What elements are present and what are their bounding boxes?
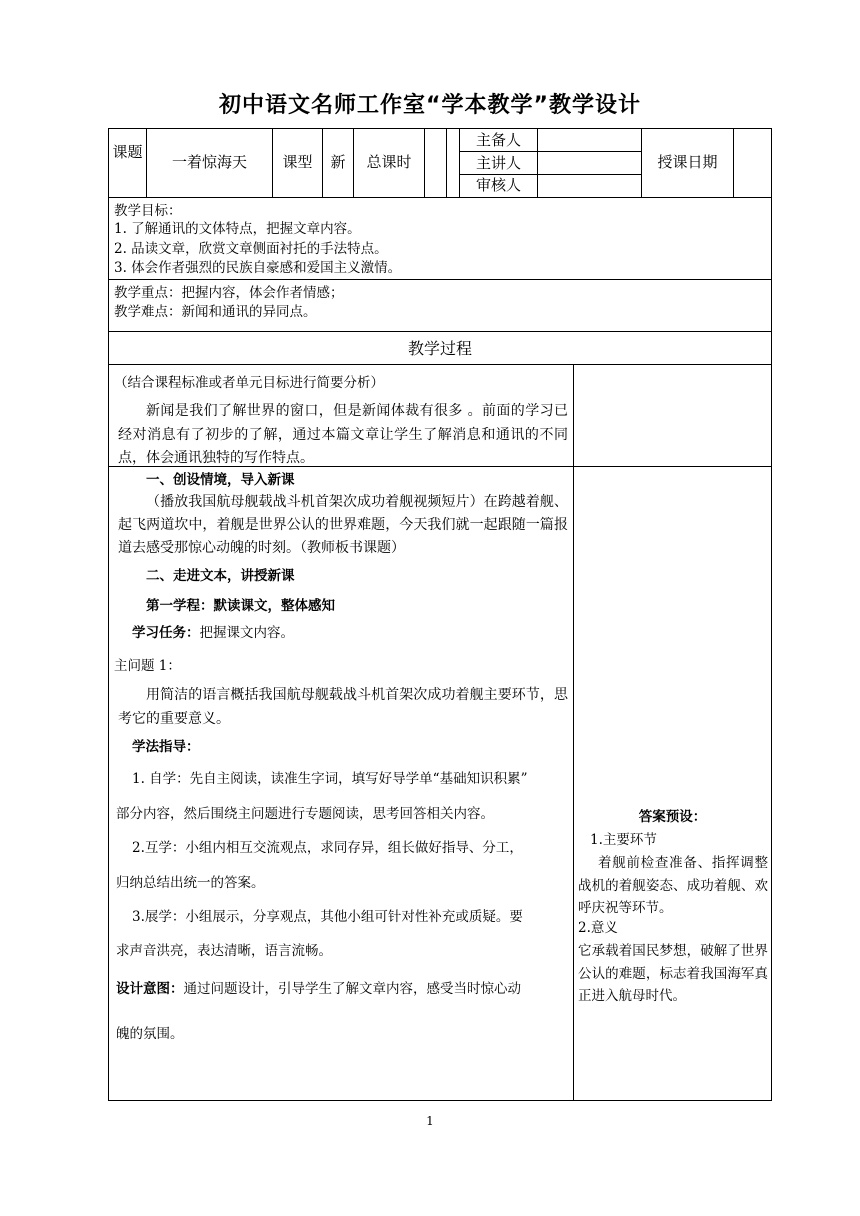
design-label: 设计意图：	[116, 981, 184, 997]
section-2-title: 二、走进文本，讲授新课	[146, 568, 295, 584]
goals-heading: 教学目标：	[114, 203, 182, 219]
answer-1-title: 1.主要环节	[590, 832, 657, 848]
analysis-note: （结合课程标准或者单元目标进行简要分析）	[114, 375, 384, 391]
method-1-line-2: 部分内容，然后围绕主问题进行专题阅读，思考回答相关内容。	[116, 806, 494, 822]
teaching-focus: 教学重点：把握内容，体会作者情感；	[114, 285, 344, 301]
ke-ti-label: 课题	[112, 143, 143, 161]
method-3-line-1: 3.展学：小组展示，分享观点，其他小组可针对性补充或质疑。要	[132, 909, 523, 925]
task-label: 学习任务：	[132, 625, 200, 641]
stage-1-title: 第一学程：默读课文，整体感知	[146, 598, 335, 614]
goal-item: 1. 了解通讯的文体特点，把握文章内容。	[114, 221, 361, 237]
method-title: 学法指导：	[132, 739, 200, 755]
page-title: 初中语文名师工作室“学本教学”教学设计	[219, 93, 641, 118]
task-text: 把握课文内容。	[199, 625, 294, 641]
analysis-body: 新闻是我们了解世界的窗口，但是新闻体裁有很多 。前面的学习已经对消息有了初步的了解，通过本篇文章让学生了解消息和通讯的不同点，体会通讯独特的写作特点。	[118, 403, 568, 466]
teaching-difficulty: 教学难点：新闻和通讯的异同点。	[114, 304, 317, 320]
answer-1-body: 着舰前检查准备、指挥调整战机的着舰姿态、成功着舰、欢呼庆祝等环节。	[578, 855, 768, 916]
section-1-title: 一、创设情境，导入新课	[146, 472, 295, 488]
answer-heading: 答案预设：	[638, 809, 707, 825]
ke-xing-value: 新	[330, 153, 346, 171]
page-number: 1	[426, 1114, 434, 1128]
shou-ke-label: 授课日期	[657, 153, 718, 171]
ke-ti-value: 一着惊海天	[171, 153, 247, 171]
method-2-line-2: 归纳总结出统一的答案。	[116, 875, 265, 891]
goal-item: 3. 体会作者强烈的民族自豪感和爱国主义激情。	[114, 260, 402, 276]
shen-he-label: 审核人	[475, 176, 521, 194]
answer-2-title: 2.意义	[578, 920, 618, 936]
method-2-line-1: 2.互学：小组内相互交流观点，求同存异，组长做好指导、分工，	[132, 840, 523, 856]
learning-task	[132, 623, 294, 643]
question-label: 主问题 1：	[114, 658, 181, 674]
zhu-jiang-label: 主讲人	[475, 154, 521, 172]
ke-xing-label: 课型	[282, 153, 313, 171]
design-intent-line-2: 魄的氛围。	[116, 1026, 184, 1042]
design-intent-line-1	[116, 979, 521, 999]
design-text-1: 通过问题设计，引导学生了解文章内容，感受当时惊心动	[183, 981, 521, 997]
method-1-line-1: 1. 自学：先自主阅读，读准生字词，填写好导学单“基础知识积累”	[132, 771, 528, 787]
zong-keshi-label: 总课时	[366, 153, 412, 171]
question-text: 用简洁的语言概括我国航母舰载战斗机首架次成功着舰主要环节，思考它的重要意义。	[118, 687, 568, 727]
section-1-body: （播放我国航母舰载战斗机首架次成功着舰视频短片）在跨越着舰、起飞两道坎中，着舰是世界公认的世界难题，今天我们就一起跟随一篇报道去感受那惊心动魄的时刻。（教师板书课题）	[118, 494, 568, 556]
answer-2-body: 它承载着国民梦想，破解了世界公认的难题，标志着我国海军真正进入航母时代。	[578, 943, 768, 1004]
zhu-bei-label: 主备人	[475, 131, 521, 149]
method-3-line-2: 求声音洪亮，表达清晰，语言流畅。	[116, 943, 332, 959]
goal-item: 2. 品读文章，欣赏文章侧面衬托的手法特点。	[114, 241, 388, 257]
process-heading: 教学过程	[407, 339, 472, 358]
